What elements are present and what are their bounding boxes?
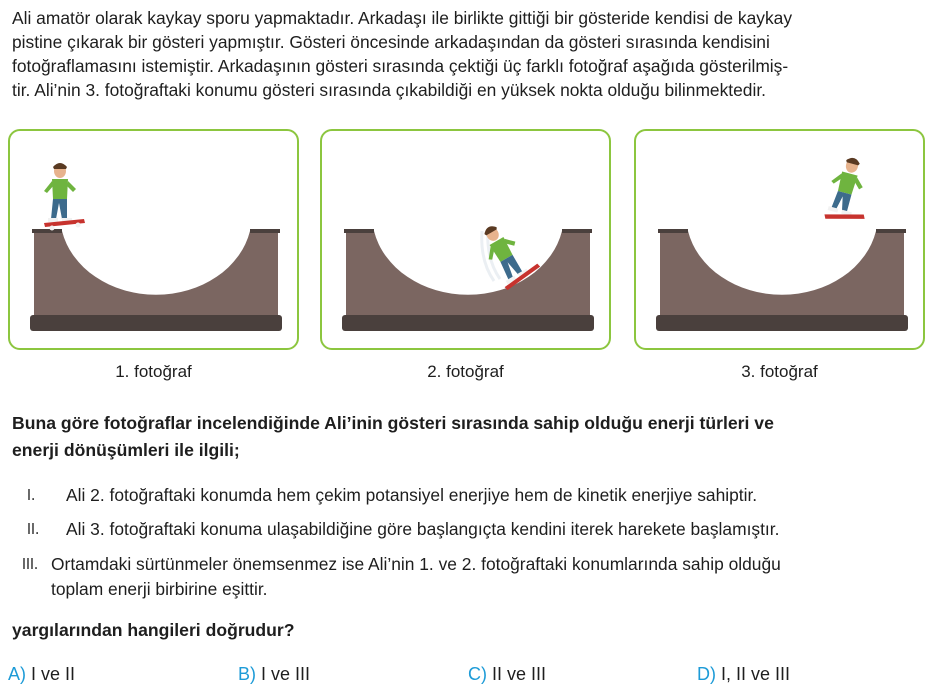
photo-2-illustration <box>322 131 611 350</box>
intro-line: tir. Ali’nin 3. fotoğraftaki konumu gösteri sırasında çıkabildiği en yüksek nokta olduğu bilinmektedir. <box>12 80 767 100</box>
half-pipe-base <box>342 315 594 331</box>
half-pipe-ramp <box>34 231 278 315</box>
option-letter: A) <box>8 664 26 684</box>
question-stem <box>12 410 942 464</box>
photo-1-frame <box>8 129 299 350</box>
option-d[interactable] <box>697 664 790 685</box>
photo-1-caption: 1. fotoğraf <box>115 362 192 381</box>
photo-3-illustration <box>636 131 925 350</box>
question-line: Buna göre fotoğraflar incelendiğinde Ali’inin gösteri sırasında sahip olduğu enerji türleri ve <box>12 413 774 433</box>
skater-figure <box>44 163 85 231</box>
intro-line: fotoğraflamasını istemiştir. Arkadaşının gösteri sırasında çektiği üç farklı fotoğraf aşağıda gösterilmiş- <box>12 56 789 76</box>
statement-number: II. <box>27 520 40 538</box>
half-pipe-base <box>30 315 282 331</box>
intro-paragraph <box>12 6 940 102</box>
statement-text: Ali 3. fotoğraftaki konuma ulaşabildiğine göre başlangıçta kendini iterek harekete başlamıştır. <box>66 519 780 539</box>
option-letter: C) <box>468 664 487 684</box>
photo-1-illustration <box>10 131 299 350</box>
half-pipe-top-lip <box>876 229 906 233</box>
statement-text: Ortamdaki sürtünmeler önemsenmez ise Ali’nin 1. ve 2. fotoğraftaki konumlarında sahip olduğu <box>51 554 781 574</box>
half-pipe-base <box>656 315 908 331</box>
question-closing: yargılarından hangileri doğrudur? <box>12 620 295 640</box>
half-pipe-top-lip <box>250 229 280 233</box>
option-letter: D) <box>697 664 716 684</box>
skater-figure <box>821 154 879 229</box>
half-pipe-ramp <box>660 231 904 315</box>
statement-number: I. <box>27 486 36 504</box>
intro-line: pistine çıkarak bir gösteri yapmıştır. Gösteri öncesinde arkadaşından da gösteri sırasında kendisini <box>12 32 770 52</box>
photo-3-caption: 3. fotoğraf <box>741 362 818 381</box>
option-text: I, II ve III <box>721 664 791 684</box>
statement-number: III. <box>22 555 39 573</box>
option-text: II ve III <box>492 664 547 684</box>
half-pipe-top-lip <box>32 229 62 233</box>
option-text: I ve II <box>31 664 76 684</box>
option-letter: B) <box>238 664 256 684</box>
photo-3-frame <box>634 129 925 350</box>
statement-text: toplam enerji birbirine eşittir. <box>51 579 268 599</box>
option-b[interactable] <box>238 664 310 685</box>
half-pipe-top-lip <box>658 229 688 233</box>
half-pipe-top-lip <box>562 229 592 233</box>
half-pipe-ramp <box>346 231 590 315</box>
photo-2-frame <box>320 129 611 350</box>
option-c[interactable] <box>468 664 546 685</box>
statement-text: Ali 2. fotoğraftaki konumda hem çekim potansiyel enerjiye hem de kinetik enerjiye sahiptir. <box>66 485 758 505</box>
photo-2-caption: 2. fotoğraf <box>427 362 504 381</box>
option-a[interactable] <box>8 664 75 685</box>
half-pipe-top-lip <box>344 229 374 233</box>
question-line: enerji dönüşümleri ile ilgili; <box>12 440 240 460</box>
intro-line: Ali amatör olarak kaykay sporu yapmaktadır. Arkadaşı ile birlikte gittiği bir gösteride kendisi de kaykay <box>12 8 793 28</box>
option-text: I ve III <box>261 664 311 684</box>
